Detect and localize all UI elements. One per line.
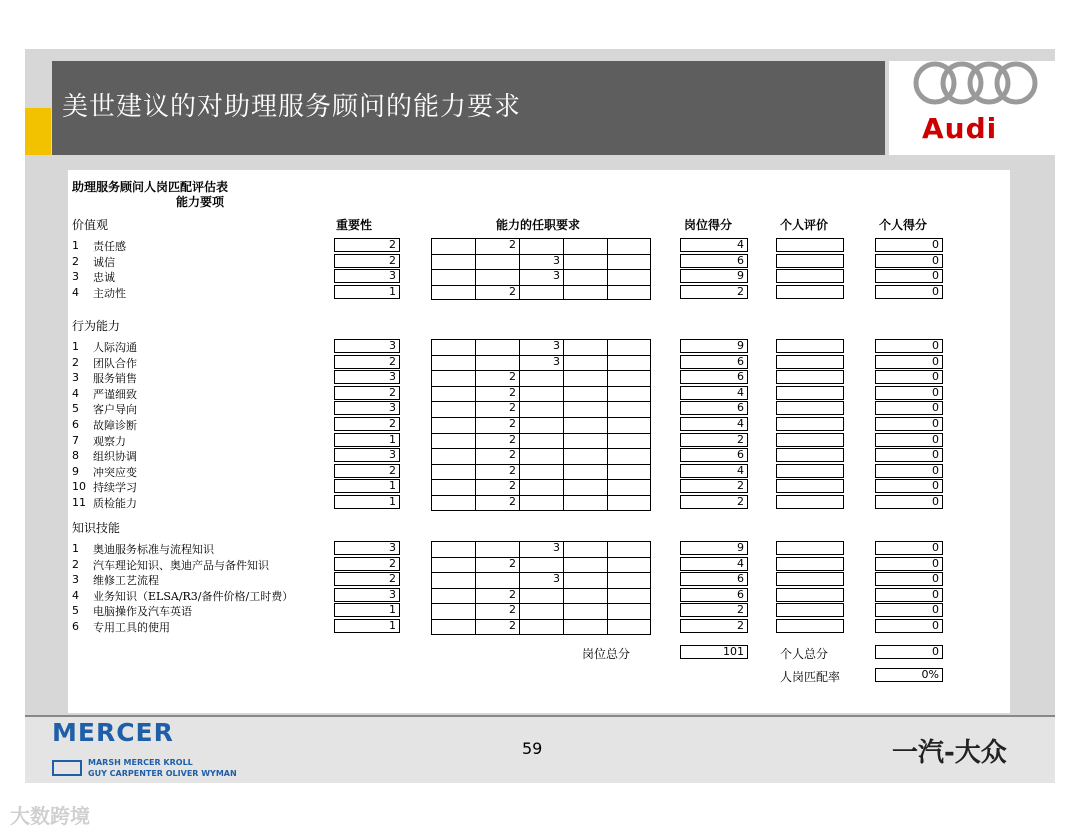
self-eval-cell (776, 572, 844, 586)
importance-cell: 1 (334, 619, 400, 633)
row-number: 4 (72, 589, 79, 602)
page-number: 59 (522, 739, 543, 758)
requirement-level-value: 3 (553, 572, 560, 585)
requirement-grid-row (431, 464, 651, 465)
self-eval-cell (776, 238, 844, 252)
row-name: 忠诚 (93, 271, 115, 284)
importance-cell: 3 (334, 588, 400, 602)
self-eval-cell (776, 541, 844, 555)
requirement-grid-row (431, 448, 651, 449)
sheet-subtitle: 能力要项 (176, 195, 225, 209)
row-name: 维修工艺流程 (93, 574, 159, 587)
col-header-self-eval: 个人评价 (780, 218, 829, 232)
importance-cell: 3 (334, 401, 400, 415)
requirement-grid-row (431, 417, 651, 418)
position-score-cell: 2 (680, 603, 748, 617)
row-number: 9 (72, 465, 79, 478)
self-eval-cell (776, 464, 844, 478)
position-score-cell: 4 (680, 557, 748, 571)
col-header-importance: 重要性 (336, 218, 373, 232)
self-score-cell: 0 (875, 370, 943, 384)
personal-total-label: 个人总分 (780, 647, 829, 661)
self-score-cell: 0 (875, 433, 943, 447)
self-score-cell: 0 (875, 339, 943, 353)
self-score-cell: 0 (875, 254, 943, 268)
position-score-cell: 4 (680, 238, 748, 252)
personal-total-value: 0 (875, 645, 943, 659)
requirement-level-value: 2 (509, 603, 516, 616)
row-number: 3 (72, 371, 79, 384)
importance-cell: 3 (334, 370, 400, 384)
self-eval-cell (776, 495, 844, 509)
section-heading: 知识技能 (72, 521, 121, 535)
requirement-grid-row (431, 557, 651, 558)
requirement-grid-row (431, 370, 651, 371)
row-number: 4 (72, 387, 79, 400)
position-score-cell: 2 (680, 433, 748, 447)
row-name: 服务销售 (93, 372, 137, 385)
position-score-cell: 6 (680, 370, 748, 384)
importance-cell: 3 (334, 448, 400, 462)
position-score-cell: 9 (680, 541, 748, 555)
requirement-level-value: 3 (553, 254, 560, 267)
self-eval-cell (776, 619, 844, 633)
importance-cell: 1 (334, 433, 400, 447)
row-name: 诚信 (93, 256, 115, 269)
position-score-cell: 6 (680, 588, 748, 602)
position-score-cell: 6 (680, 448, 748, 462)
row-number: 10 (72, 480, 86, 493)
importance-cell: 2 (334, 557, 400, 571)
position-score-cell: 2 (680, 495, 748, 509)
position-score-cell: 2 (680, 285, 748, 299)
requirement-level-value: 3 (553, 269, 560, 282)
row-name: 持续学习 (93, 481, 137, 494)
requirement-level-value: 3 (553, 355, 560, 368)
mmc-mark-icon (52, 760, 82, 776)
self-score-cell: 0 (875, 541, 943, 555)
row-name: 质检能力 (93, 497, 137, 510)
row-number: 1 (72, 239, 79, 252)
row-number: 5 (72, 402, 79, 415)
sheet-title: 助理服务顾问人岗匹配评估表 (72, 180, 229, 194)
audi-wordmark: Audi (922, 112, 998, 145)
row-name: 奥迪服务标准与流程知识 (93, 543, 214, 556)
importance-cell: 1 (334, 479, 400, 493)
self-score-cell: 0 (875, 269, 943, 283)
self-eval-cell (776, 557, 844, 571)
requirement-level-value: 3 (553, 541, 560, 554)
self-eval-cell (776, 448, 844, 462)
requirement-grid-row (431, 433, 651, 434)
row-name: 观察力 (93, 435, 126, 448)
row-name: 专用工具的使用 (93, 621, 170, 634)
requirement-level-value: 2 (509, 557, 516, 570)
self-eval-cell (776, 285, 844, 299)
self-score-cell: 0 (875, 619, 943, 633)
importance-cell: 2 (334, 417, 400, 431)
self-eval-cell (776, 479, 844, 493)
row-number: 8 (72, 449, 79, 462)
requirement-level-value: 3 (553, 339, 560, 352)
self-eval-cell (776, 370, 844, 384)
row-name: 业务知识（ELSA/R3/备件价格/工时费） (93, 590, 294, 603)
position-score-cell: 6 (680, 401, 748, 415)
position-total-label: 岗位总分 (582, 647, 631, 661)
position-score-cell: 6 (680, 572, 748, 586)
requirement-level-value: 2 (509, 495, 516, 508)
row-number: 2 (72, 356, 79, 369)
importance-cell: 2 (334, 386, 400, 400)
self-score-cell: 0 (875, 588, 943, 602)
match-rate-label: 人岗匹配率 (780, 670, 841, 684)
self-eval-cell (776, 603, 844, 617)
position-total-value: 101 (680, 645, 748, 659)
row-name: 故障诊断 (93, 419, 137, 432)
row-number: 4 (72, 286, 79, 299)
self-eval-cell (776, 254, 844, 268)
requirement-grid-row (431, 386, 651, 387)
importance-cell: 2 (334, 238, 400, 252)
requirement-level-value: 2 (509, 401, 516, 414)
importance-cell: 2 (334, 572, 400, 586)
self-score-cell: 0 (875, 603, 943, 617)
faw-vw-logo: 一汽-大众 (892, 738, 1007, 768)
self-score-cell: 0 (875, 285, 943, 299)
col-header-self-score: 个人得分 (879, 218, 928, 232)
importance-cell: 2 (334, 464, 400, 478)
requirement-level-value: 2 (509, 588, 516, 601)
self-score-cell: 0 (875, 495, 943, 509)
self-score-cell: 0 (875, 238, 943, 252)
row-number: 3 (72, 270, 79, 283)
row-number: 7 (72, 434, 79, 447)
self-eval-cell (776, 401, 844, 415)
row-number: 6 (72, 620, 79, 633)
position-score-cell: 6 (680, 355, 748, 369)
requirement-grid-row (431, 495, 651, 496)
self-eval-cell (776, 588, 844, 602)
position-score-cell: 4 (680, 417, 748, 431)
self-score-cell: 0 (875, 417, 943, 431)
page-title: 美世建议的对助理服务顾问的能力要求 (62, 92, 522, 122)
self-eval-cell (776, 433, 844, 447)
requirement-grid-row (431, 401, 651, 402)
mercer-affiliates-line2: GUY CARPENTER OLIVER WYMAN (88, 769, 237, 778)
position-score-cell: 9 (680, 339, 748, 353)
row-name: 主动性 (93, 287, 126, 300)
row-name: 客户导向 (93, 403, 137, 416)
accent-bar-left (25, 108, 51, 155)
row-number: 1 (72, 542, 79, 555)
position-score-cell: 4 (680, 386, 748, 400)
self-score-cell: 0 (875, 557, 943, 571)
requirement-level-value: 2 (509, 448, 516, 461)
self-score-cell: 0 (875, 572, 943, 586)
row-name: 汽车理论知识、奥迪产品与备件知识 (93, 559, 269, 572)
requirement-grid-col (563, 339, 564, 511)
position-score-cell: 2 (680, 479, 748, 493)
row-name: 团队合作 (93, 357, 137, 370)
requirement-level-value: 2 (509, 433, 516, 446)
match-rate-value: 0% (875, 668, 943, 682)
requirement-level-value: 2 (509, 479, 516, 492)
position-score-cell: 4 (680, 464, 748, 478)
importance-cell: 1 (334, 603, 400, 617)
mercer-affiliates-line1: MARSH MERCER KROLL (88, 758, 193, 767)
section-heading: 价值观 (72, 218, 109, 232)
self-eval-cell (776, 417, 844, 431)
self-eval-cell (776, 355, 844, 369)
row-number: 11 (72, 496, 86, 509)
requirement-level-value: 2 (509, 619, 516, 632)
self-score-cell: 0 (875, 448, 943, 462)
row-name: 严谨细致 (93, 388, 137, 401)
mercer-logo: MERCER (52, 718, 174, 747)
importance-cell: 3 (334, 269, 400, 283)
self-score-cell: 0 (875, 355, 943, 369)
self-score-cell: 0 (875, 386, 943, 400)
requirement-grid-row (431, 285, 651, 286)
requirement-level-value: 2 (509, 370, 516, 383)
row-number: 2 (72, 558, 79, 571)
row-number: 2 (72, 255, 79, 268)
row-number: 5 (72, 604, 79, 617)
position-score-cell: 2 (680, 619, 748, 633)
requirement-grid-row (431, 479, 651, 480)
col-header-position-score: 岗位得分 (684, 218, 733, 232)
requirement-level-value: 2 (509, 238, 516, 251)
row-number: 1 (72, 340, 79, 353)
importance-cell: 1 (334, 495, 400, 509)
col-header-requirement: 能力的任职要求 (496, 218, 581, 232)
importance-cell: 2 (334, 355, 400, 369)
row-number: 6 (72, 418, 79, 431)
requirement-level-value: 2 (509, 464, 516, 477)
self-score-cell: 0 (875, 401, 943, 415)
requirement-grid-row (431, 619, 651, 620)
importance-cell: 3 (334, 541, 400, 555)
self-eval-cell (776, 386, 844, 400)
self-score-cell: 0 (875, 464, 943, 478)
importance-cell: 3 (334, 339, 400, 353)
section-heading: 行为能力 (72, 319, 121, 333)
row-name: 人际沟通 (93, 341, 137, 354)
row-name: 电脑操作及汽车英语 (93, 605, 192, 618)
position-score-cell: 6 (680, 254, 748, 268)
row-name: 责任感 (93, 240, 126, 253)
self-eval-cell (776, 339, 844, 353)
row-name: 冲突应变 (93, 466, 137, 479)
requirement-level-value: 2 (509, 386, 516, 399)
row-name: 组织协调 (93, 450, 137, 463)
self-eval-cell (776, 269, 844, 283)
row-number: 3 (72, 573, 79, 586)
importance-cell: 1 (334, 285, 400, 299)
requirement-grid-row (431, 603, 651, 604)
position-score-cell: 9 (680, 269, 748, 283)
watermark: 大数跨境 (10, 804, 90, 828)
requirement-grid-row (431, 588, 651, 589)
importance-cell: 2 (334, 254, 400, 268)
self-score-cell: 0 (875, 479, 943, 493)
requirement-grid-col (607, 339, 608, 511)
requirement-level-value: 2 (509, 285, 516, 298)
requirement-level-value: 2 (509, 417, 516, 430)
